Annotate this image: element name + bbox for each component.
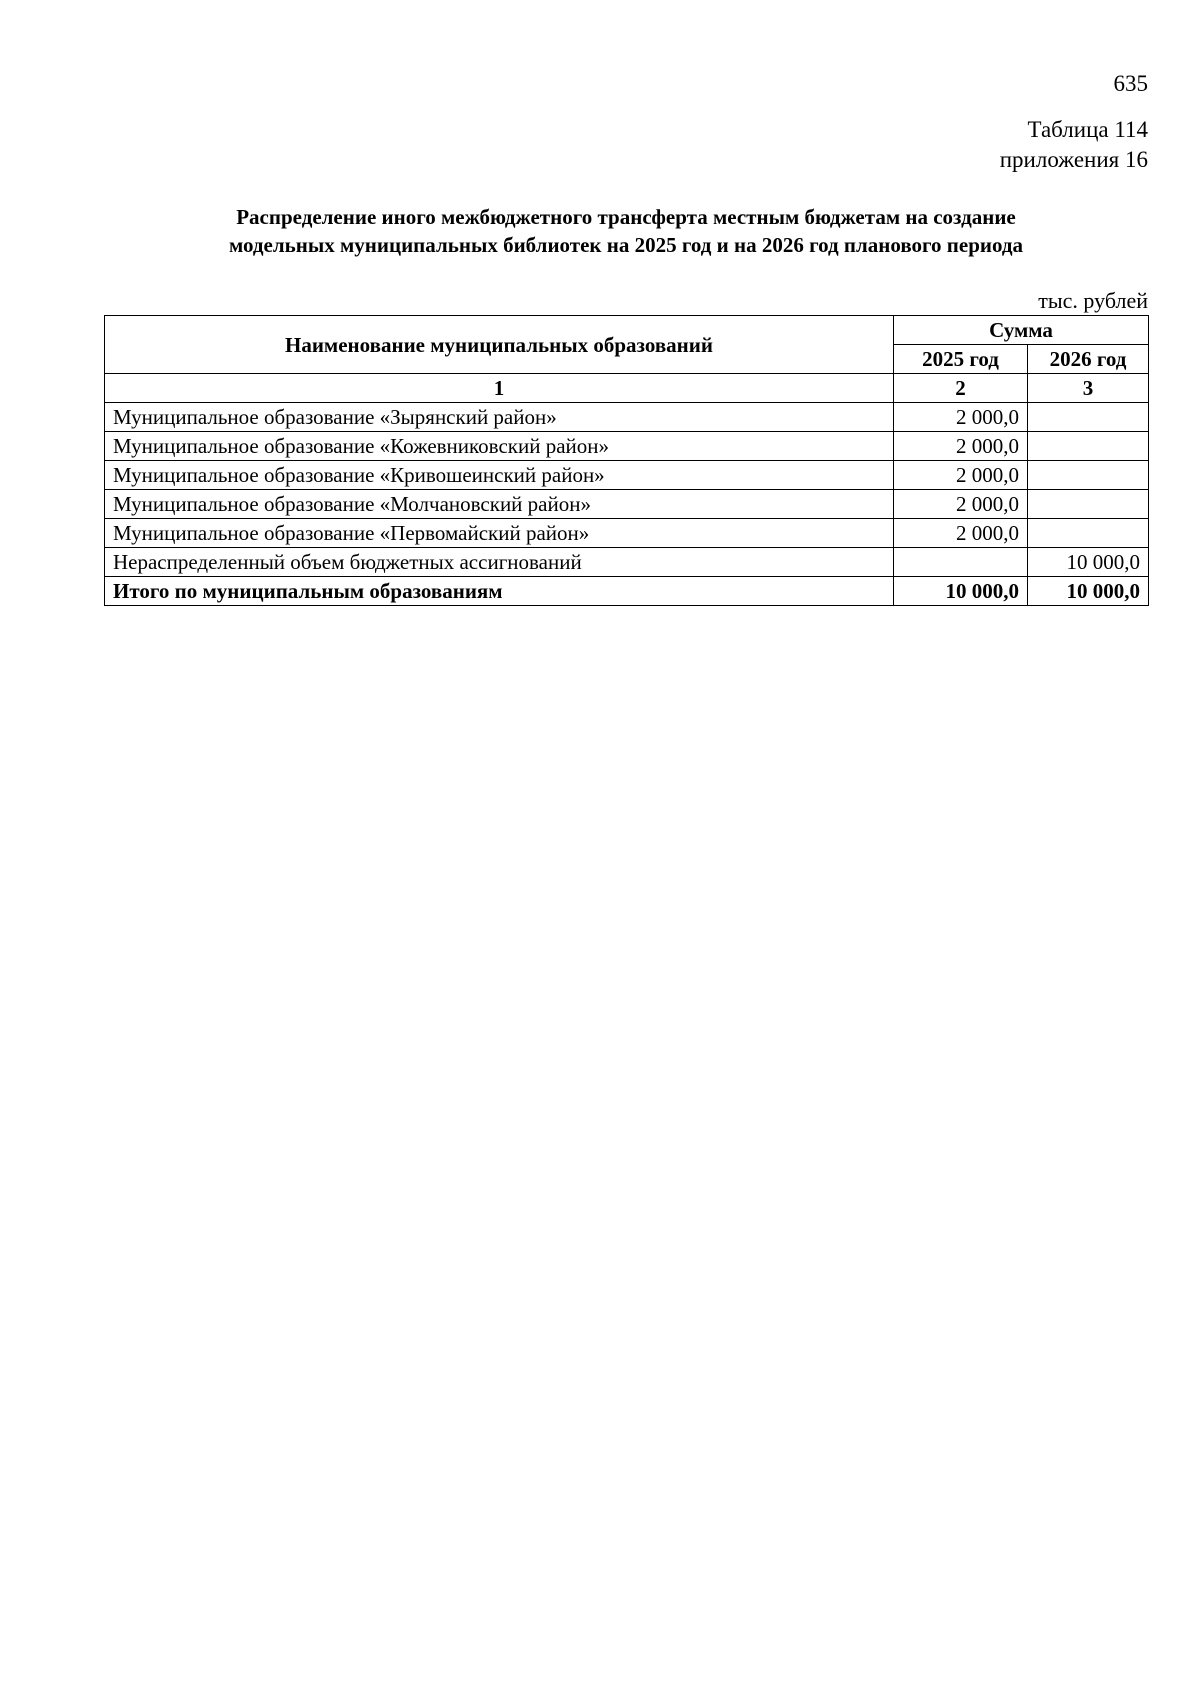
row-value-2026 [1028,519,1149,548]
header-year-2026: 2026 год [1028,345,1149,374]
header-row [105,316,1149,345]
row-value-2025: 2 000,0 [894,432,1028,461]
row-value-2026 [1028,490,1149,519]
column-numbers-row [105,374,1149,403]
row-value-2025 [894,548,1028,577]
row-value-2026 [1028,432,1149,461]
total-row [105,577,1149,606]
total-name: Итого по муниципальным образованиям [105,577,894,606]
row-name: Муниципальное образование «Кожевниковский район» [105,432,894,461]
column-number-1: 1 [105,374,894,403]
row-value-2025: 2 000,0 [894,490,1028,519]
page-number: 635 [1113,71,1148,96]
header-year-2025: 2025 год [894,345,1028,374]
table-row [105,403,1149,432]
table-row [105,519,1149,548]
table-reference-line-1: Таблица 114 [1027,117,1148,142]
row-value-2026 [1028,461,1149,490]
header-sum: Сумма [894,316,1149,345]
header-name: Наименование муниципальных образований [105,316,894,374]
row-name: Муниципальное образование «Первомайский район» [105,519,894,548]
table-row [105,461,1149,490]
column-number-2: 2 [894,374,1028,403]
table-row [105,548,1149,577]
row-name: Муниципальное образование «Зырянский район» [105,403,894,432]
row-value-2025: 2 000,0 [894,403,1028,432]
row-value-2026: 10 000,0 [1028,548,1149,577]
table-row [105,490,1149,519]
row-name: Муниципальное образование «Кривошеинский район» [105,461,894,490]
row-value-2025: 2 000,0 [894,461,1028,490]
table-row [105,432,1149,461]
column-number-3: 3 [1028,374,1149,403]
row-name: Муниципальное образование «Молчановский район» [105,490,894,519]
row-name: Нераспределенный объем бюджетных ассигнований [105,548,894,577]
row-value-2025: 2 000,0 [894,519,1028,548]
table-reference [1000,115,1148,175]
units-label: тыс. рублей [1038,288,1148,313]
total-value-2025: 10 000,0 [894,577,1028,606]
row-value-2026 [1028,403,1149,432]
document-title-line-1: Распределение иного межбюджетного трансферта местным бюджетам на создание [236,205,1016,229]
document-title-line-2: модельных муниципальных библиотек на 2025 год и на 2026 год планового периода [228,233,1024,257]
total-value-2026: 10 000,0 [1028,577,1149,606]
document-title [104,203,1148,259]
table-reference-line-2: приложения 16 [999,147,1148,172]
budget-table [104,315,1149,606]
